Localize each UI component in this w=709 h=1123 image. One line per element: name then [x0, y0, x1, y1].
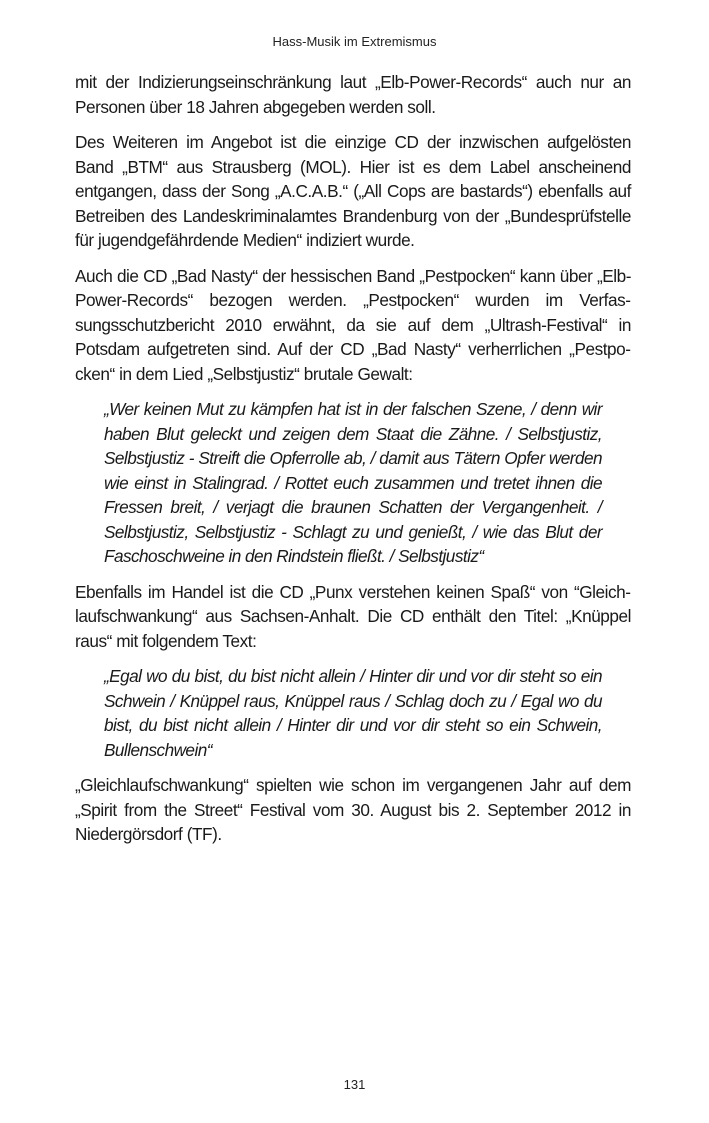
running-header: Hass-Musik im Extremismus: [272, 34, 437, 49]
paragraph-festival-appearance: „Gleichlaufschwankung“ spielten wie schon im vergangenen Jahr auf dem „Spirit from the Street“ Festival vom 30. August bis 2. September 2012 in Niedergörsdorf (TF).: [75, 775, 631, 844]
body-text: [75, 70, 631, 858]
quote-selbstjustiz-lyrics: „Wer keinen Mut zu kämpfen hat ist in der falschen Szene, / denn wir haben Blut geleckt und zeigen dem Staat die Zähne. / Selbstjustiz, Selbstjustiz - Streift die Opferrolle ab, / damit aus Tätern Opfer werden wie einst in Stalingrad. / Rottet euch zusammen und tretet ihnen die Fressen breit, / verjagt die braunen Schatten der Vergangenheit. / Selbstjustiz, Selbstjustiz - Schlagt zu und genießt, / wie das Blut der Faschoschweine in den Rindstein fließt. / Selbstjustiz“: [104, 399, 602, 566]
page-number: 131: [343, 1077, 366, 1092]
quote-knueppel-raus-lyrics: „Egal wo du bist, du bist nicht allein / Hinter dir und vor dir steht so ein Schwein / Knüppel raus, Knüppel raus / Schlag doch zu / Egal wo du bist, du bist nicht allein / Hinter dir und vor dir steht so ein Schwein, Bullenschwein“: [104, 666, 602, 760]
paragraph-punx-cd: Ebenfalls im Handel ist die CD „Punx verstehen keinen Spaß“ von “Gleichlaufschwankung“ aus Sachsen-Anhalt. Die CD enthält den Titel: „Knüppel raus“ mit folgendem Text:: [75, 581, 631, 651]
paragraph-btm-cd: Des Weiteren im Angebot ist die einzige CD der inzwischen aufgelösten Band „BTM“ aus Strausberg (MOL). Hier ist es dem Label anscheinend entgangen, dass der Song „A.C.A.B.“ („All Cops are bastards“) ebenfalls auf Betreiben des Landeskriminalamtes Brandenburg von der „Bundesprüfstelle für jugendgefährdende Medien“ indiziert wurde.: [75, 132, 631, 250]
paragraph-indexing-restriction: mit der Indizierungseinschränkung laut „Elb-Power-Records“ auch nur an Personen über 18 Jahren abgegeben werden soll.: [75, 72, 631, 117]
paragraph-pestpocken-cd: Auch die CD „Bad Nasty“ der hessischen Band „Pestpocken“ kann über „Elb-Power-Records“ bezogen werden. „Pestpocken“ wurden im Verfassungsschutzbericht 2010 erwähnt, da sie auf dem „Ultrash-Festival“ in Potsdam aufgetreten sind. Auf der CD „Bad Nasty“ verherrlichen „Pestpocken“ in dem Lied „Selbstjustiz“ brutale Gewalt:: [75, 265, 631, 384]
